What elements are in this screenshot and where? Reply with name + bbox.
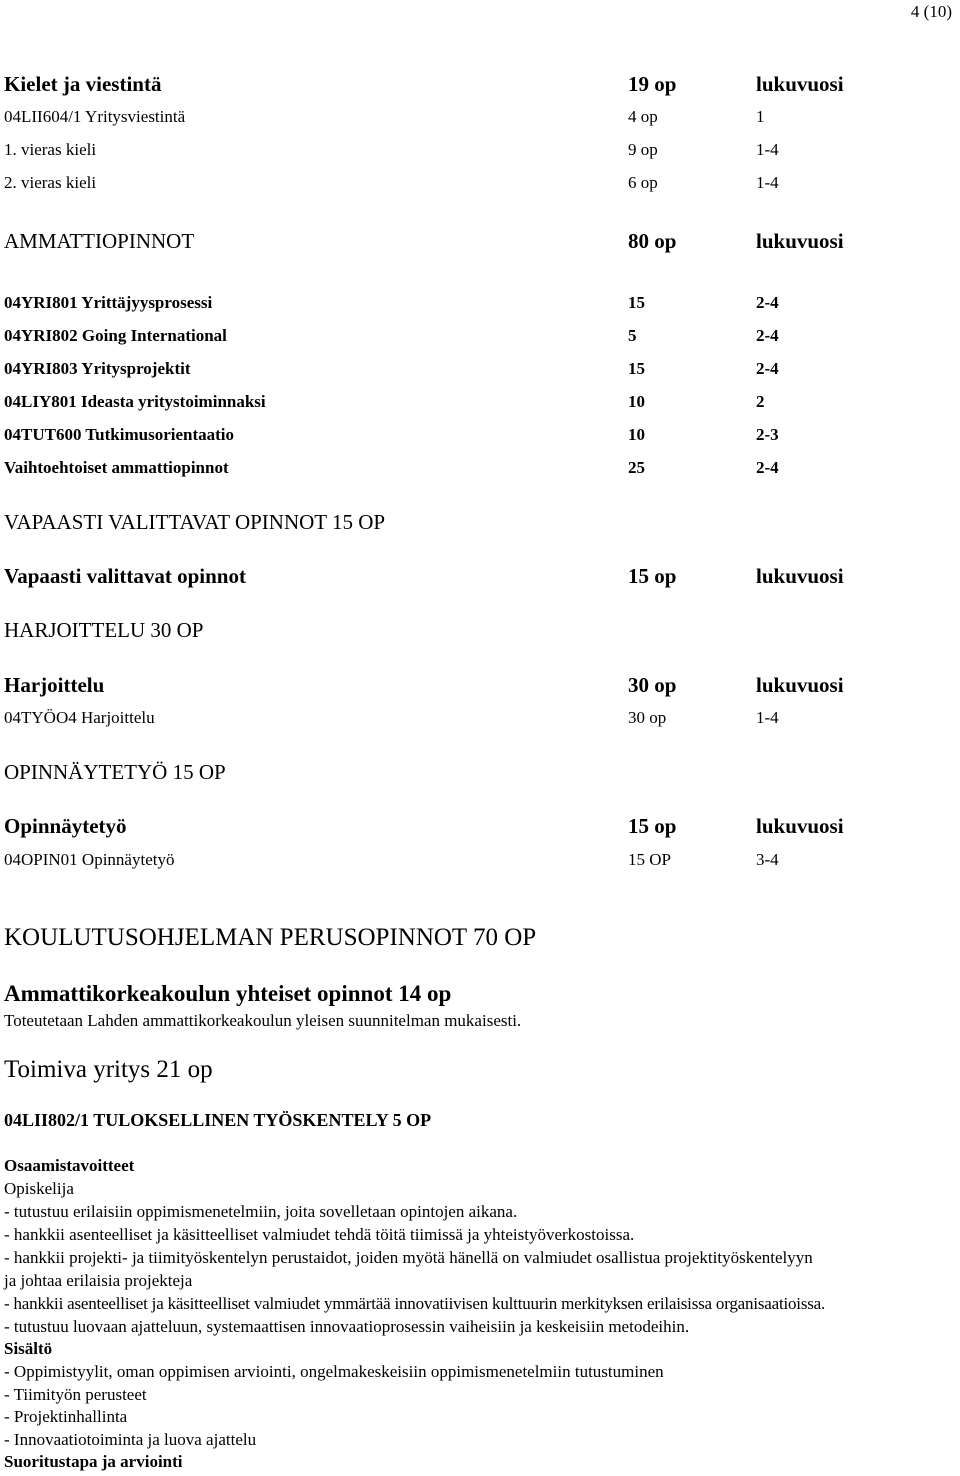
course-title: 04LII802/1 TULOKSELLINEN TYÖSKENTELY 5 OP	[4, 1110, 432, 1130]
section-op: 15 op	[628, 564, 677, 588]
course-op: 10	[628, 392, 645, 411]
course-row	[4, 326, 954, 346]
course-year: 2-4	[756, 359, 779, 378]
list-item: - hankkii projekti- ja tiimityöskentelyn perustaidot, joiden myötä hänellä on valmiudet osallistua projektityöskentelyyn	[4, 1248, 813, 1267]
course-name: 04LII604/1 Yritysviestintä	[4, 107, 186, 126]
course-year: 1-4	[756, 173, 779, 192]
list-item: - hankkii asenteelliset ja käsitteelliset valmiudet ymmärtää innovatiivisen kulttuurin merkityksen erilaisissa organisaatioissa.	[4, 1294, 826, 1313]
section-name: Opinnäytetyö	[4, 814, 127, 838]
course-row	[4, 850, 954, 870]
course-row	[4, 392, 954, 412]
course-name: 04LIY801 Ideasta yritystoiminnaksi	[4, 392, 266, 411]
page-number: 4 (10)	[910, 2, 952, 21]
course-name: 04YRI803 Yritysprojektit	[4, 359, 191, 378]
section-op: 19 op	[628, 72, 677, 96]
course-op: 15 OP	[628, 850, 671, 869]
course-row	[4, 359, 954, 379]
course-row	[4, 425, 954, 445]
course-year: 2-4	[756, 293, 779, 312]
section-op: 80 op	[628, 229, 677, 253]
course-row	[4, 140, 954, 160]
course-year: 2-4	[756, 326, 779, 345]
sisalto-heading: Sisältö	[4, 1339, 53, 1358]
list-item: - Innovaatiotoiminta ja luova ajattelu	[4, 1430, 257, 1449]
harjoittelu-title: HARJOITTELU 30 OP	[4, 618, 204, 642]
section-op: 15 op	[628, 814, 677, 838]
course-name: 04TUT600 Tutkimusorientaatio	[4, 425, 235, 444]
course-op: 15	[628, 293, 645, 312]
section-year: lukuvuosi	[756, 564, 844, 588]
yhteiset-text: Toteutetaan Lahden ammattikorkeakoulun yleisen suunnitelman mukaisesti.	[4, 1011, 522, 1030]
course-year: 2-4	[756, 458, 779, 477]
course-name: 04YRI801 Yrittäjyysprosessi	[4, 293, 213, 312]
section-year: lukuvuosi	[756, 229, 844, 253]
list-item: - hankkii asenteelliset ja käsitteelliset valmiudet tehdä töitä tiimissä ja yhteistyöverkostoissa.	[4, 1225, 635, 1244]
list-item: ja johtaa erilaisia projekteja	[4, 1271, 193, 1290]
course-name: 2. vieras kieli	[4, 173, 97, 192]
section-header-ammatti	[4, 229, 954, 254]
course-name: 04YRI802 Going International	[4, 326, 227, 345]
course-row	[4, 708, 954, 728]
course-op: 4 op	[628, 107, 658, 126]
list-item: - Oppimistyylit, oman oppimisen arviointi, ongelmakeskeisiin oppimismenetelmiin tutustuminen	[4, 1362, 664, 1381]
course-name: Vaihtoehtoiset ammattiopinnot	[4, 458, 229, 477]
course-row	[4, 173, 954, 193]
course-year: 3-4	[756, 850, 779, 869]
course-year: 1-4	[756, 708, 779, 727]
section-name: AMMATTIOPINNOT	[4, 229, 195, 253]
opinnaytetyo-title: OPINNÄYTETYÖ 15 OP	[4, 760, 226, 784]
course-op: 6 op	[628, 173, 658, 192]
course-op: 10	[628, 425, 645, 444]
course-row	[4, 107, 954, 127]
course-row	[4, 458, 954, 478]
course-year: 1	[756, 107, 765, 126]
osaamis-heading: Osaamistavoitteet	[4, 1156, 135, 1175]
section-year: lukuvuosi	[756, 72, 844, 96]
course-op: 25	[628, 458, 645, 477]
course-op: 9 op	[628, 140, 658, 159]
list-item: - Projektinhallinta	[4, 1407, 128, 1426]
section-header-opinnaytetyo	[4, 814, 954, 839]
course-name: 1. vieras kieli	[4, 140, 97, 159]
section-header-kielet	[4, 72, 954, 97]
vapaasti-title: VAPAASTI VALITTAVAT OPINNOT 15 OP	[4, 510, 386, 534]
list-item: - Tiimityön perusteet	[4, 1385, 147, 1404]
section-name: Harjoittelu	[4, 673, 105, 697]
course-name: 04OPIN01 Opinnäytetyö	[4, 850, 175, 869]
course-op: 5	[628, 326, 637, 345]
section-header-harjoittelu	[4, 673, 954, 698]
course-name: 04TYÖO4 Harjoittelu	[4, 708, 155, 727]
course-year: 2-3	[756, 425, 779, 444]
course-op: 30 op	[628, 708, 667, 727]
toimiva-title: Toimiva yritys 21 op	[4, 1056, 213, 1083]
list-item: - tutustuu luovaan ajatteluun, systemaattisen innovaatioprosessin vaiheisiin ja keskeisiin metodeihin.	[4, 1317, 690, 1336]
section-op: 30 op	[628, 673, 677, 697]
suoritustapa-heading: Suoritustapa ja arviointi	[4, 1452, 183, 1471]
section-name: Vapaasti valittavat opinnot	[4, 564, 246, 588]
section-name: Kielet ja viestintä	[4, 72, 162, 96]
yhteiset-title: Ammattikorkeakoulun yhteiset opinnot 14 op	[4, 981, 452, 1006]
course-row	[4, 293, 954, 313]
section-header-vapaasti	[4, 564, 954, 589]
section-year: lukuvuosi	[756, 673, 844, 697]
perusopinnot-title: KOULUTUSOHJELMAN PERUSOPINNOT 70 OP	[4, 924, 537, 951]
osaamis-subject: Opiskelija	[4, 1179, 74, 1198]
course-op: 15	[628, 359, 645, 378]
course-year: 1-4	[756, 140, 779, 159]
list-item: - tutustuu erilaisiin oppimismenetelmiin, joita sovelletaan opintojen aikana.	[4, 1202, 518, 1221]
section-year: lukuvuosi	[756, 814, 844, 838]
course-year: 2	[756, 392, 765, 411]
